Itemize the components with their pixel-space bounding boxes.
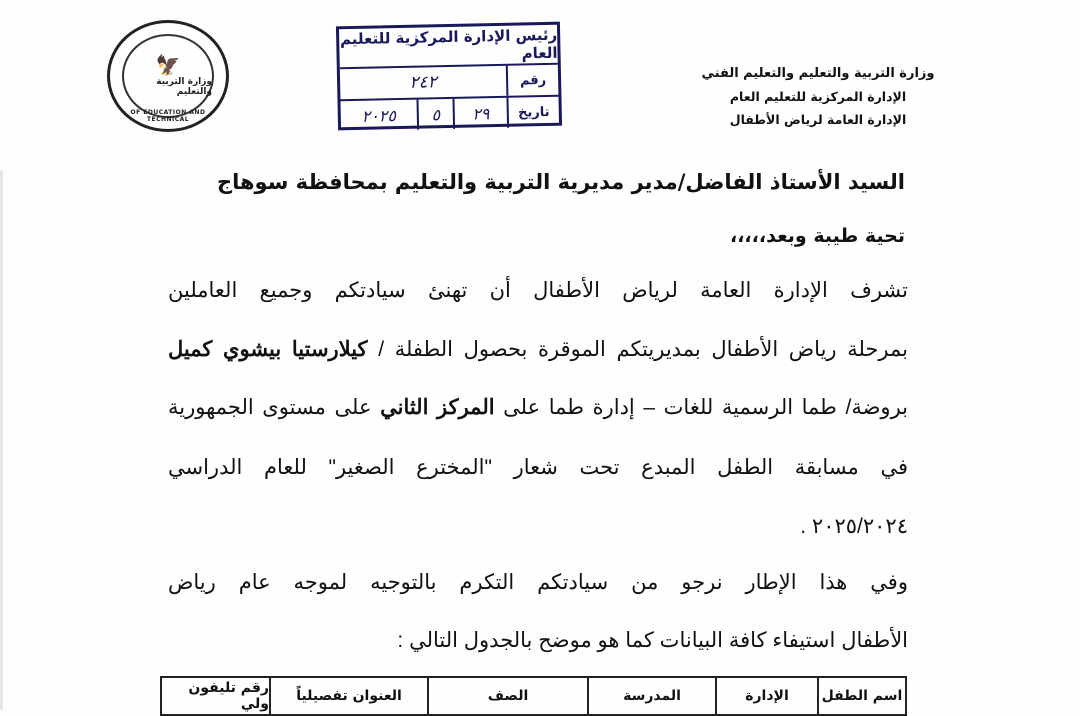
para1-line-4: في مسابقة الطفل المبدع تحت شعار "المخترع الصغير" للعام الدراسي (168, 456, 908, 479)
data-table-header (160, 676, 907, 716)
ministry-line-2: الإدارة المركزية للتعليم العام (729, 89, 907, 104)
paragraph-request (168, 570, 908, 670)
para1-line-3-prefix: بروضة/ طما الرسمية للغات – إدارة طما على (494, 396, 908, 419)
th-administration: الإدارة (715, 678, 817, 714)
stamp-number-value: ٢٤٢ (409, 72, 438, 93)
stamp-date-value (341, 98, 508, 131)
ministry-line-1: وزارة التربية والتعليم والتعليم الفني (701, 66, 935, 81)
para2-line-2: الأطفال استيفاء كافة البيانات كما هو موضح بالجدول التالي : (397, 629, 908, 652)
th-child-name: اسم الطفل (817, 678, 905, 714)
stamp-date-month: ٥ (416, 99, 453, 130)
stamp-date-year: ٢٠٢٥ (361, 105, 397, 126)
page-edge-shadow (0, 170, 3, 710)
stamp-date-row (341, 97, 560, 132)
seal-ring-text: OF EDUCATION AND TECHNICAL (130, 109, 206, 123)
para1-line-1: تشرف الإدارة العامة لرياض الأطفال أن تهنئ سيادتكم وجميع العاملين (168, 279, 908, 302)
th-school: المدرسة (587, 678, 715, 714)
stamp-number-row (340, 65, 559, 102)
para1-line-2-text: بمرحلة رياض الأطفال بمديريتكم الموقرة بحصول الطفلة / (367, 338, 908, 361)
para1-line-3-suffix: على مستوى الجمهورية (168, 396, 381, 419)
stamp-date-day: ٢٩ (452, 98, 507, 129)
para1-line-5: ٢٠٢٥/٢٠٢٤ . (800, 515, 908, 538)
para2-line-1: وفي هذا الإطار نرجو من سيادتكم التكرم بالتوجيه لموجه عام رياض (168, 571, 908, 594)
ministry-header (688, 62, 948, 131)
letter-addressee: السيد الأستاذ الفاضل/مدير مديرية التربية والتعليم بمحافظة سوهاج (216, 170, 905, 194)
th-grade: الصف (427, 678, 587, 714)
stamp-title: رئيس الإدارة المركزية للتعليم العام (339, 25, 558, 70)
eagle-emblem-icon: 🦅 (155, 53, 181, 77)
stamp-number-label: رقم (506, 65, 559, 96)
para1-line-3 (168, 395, 908, 420)
para1-line-2 (168, 337, 908, 362)
seal-arabic-text: وزارة التربية والتعليم (156, 77, 212, 97)
letter-greeting: تحية طيبة وبعد،،،،، (730, 225, 905, 247)
th-guardian-phone: رقم تليفون ولي (188, 680, 269, 712)
child-name: كيلارستيا بيشوي كميل (168, 338, 368, 361)
rank-text: المركز الثاني (380, 396, 495, 419)
paragraph-congratulations (168, 278, 908, 538)
ministry-seal-logo (107, 20, 229, 132)
ministry-line-3: الإدارة العامة لرياض الأطفال (729, 112, 907, 127)
seal-inner-ring (122, 34, 214, 118)
th-detailed-address: العنوان تفصيلياً (269, 678, 427, 714)
stamp-date-label: تاريخ (506, 97, 559, 128)
registration-stamp (336, 22, 562, 131)
